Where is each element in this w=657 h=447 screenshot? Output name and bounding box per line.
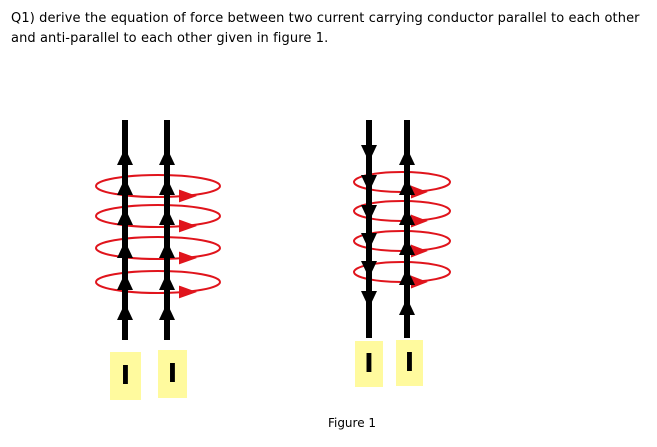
current-arrow-down-icon [361,261,377,278]
current-arrow-up-icon [159,273,175,290]
right-wire-1 [361,120,377,338]
field-loop [96,271,220,293]
current-label-left-1: I [110,352,141,400]
current-arrow-up-icon [117,303,133,320]
figure-caption: Figure 1 [327,416,377,430]
question-text: Q1) derive the equation of force between two current carrying conductor parallel to each other and anti-parallel to each other given in figure 1. [11,11,640,46]
current-arrow-up-icon [117,208,133,225]
current-label-right-2: I [396,340,423,386]
current-arrow-up-icon [159,178,175,195]
current-label-right-1: I [355,341,383,387]
current-label-left-2: I [158,350,187,398]
left-pair-parallel [96,120,220,340]
current-arrow-up-icon [159,241,175,258]
field-arrow-icon [180,287,194,297]
field-arrow-icon [412,187,425,197]
current-arrow-down-icon [361,291,377,308]
current-arrow-up-icon [117,241,133,258]
field-loop [96,175,220,197]
left-wire-1 [117,120,133,340]
current-arrow-down-icon [361,145,377,162]
current-arrow-up-icon [399,148,415,165]
current-arrow-up-icon [117,148,133,165]
current-arrow-up-icon [159,148,175,165]
current-arrow-up-icon [159,303,175,320]
right-wire-2 [399,120,415,338]
field-arrow-icon [180,253,194,263]
field-loop [96,205,220,227]
current-arrow-up-icon [399,298,415,315]
field-arrow-icon [180,191,194,201]
field-arrow-icon [180,221,194,231]
current-arrow-up-icon [117,273,133,290]
field-loop [96,237,220,259]
current-arrow-up-icon [159,208,175,225]
current-arrow-up-icon [117,178,133,195]
field-arrow-icon [412,277,425,287]
left-pair-field-loops [96,175,220,297]
left-wire-2 [159,120,175,340]
right-pair-antiparallel [354,120,450,338]
